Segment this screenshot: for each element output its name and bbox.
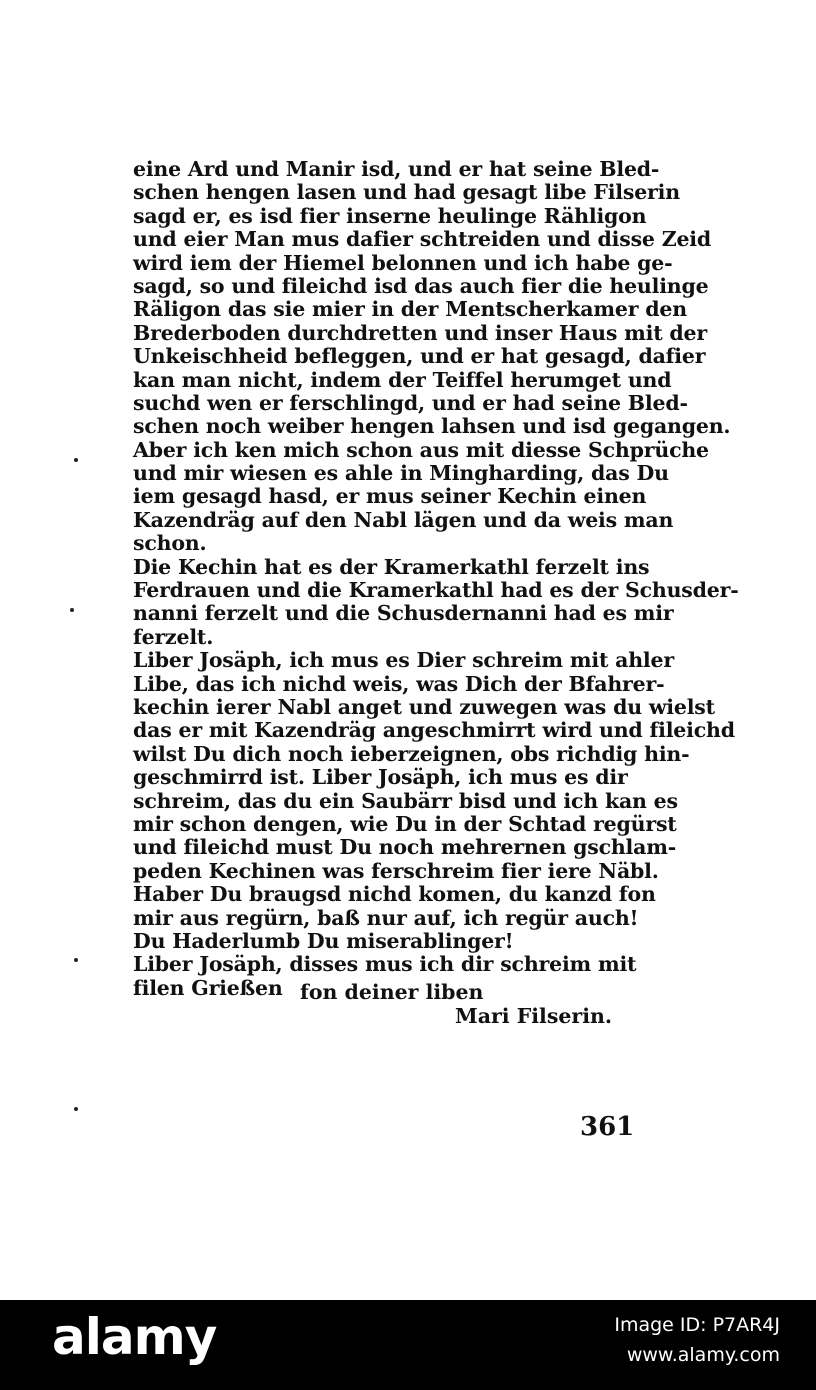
- text-line: und mir wiesen es ahle in Mingharding, das Du: [133, 461, 669, 486]
- text-line: Haber Du braugsd nichd komen, du kanzd fon: [133, 882, 656, 907]
- text-line: eine Ard und Manir isd, und er hat seine Bled-: [133, 157, 660, 181]
- text-line: Liber Josäph, disses mus ich dir schreim mit: [133, 952, 637, 977]
- text-line: wilst Du dich noch ieberzeignen, obs richdig hin-: [133, 741, 690, 766]
- text-line: Aber ich ken mich schon aus mit diesse Schprüche: [133, 437, 709, 462]
- margin-dot: [74, 458, 78, 462]
- text-line: peden Kechinen was ferschreim fier iere Näbl.: [133, 858, 659, 883]
- text-line: iem gesagd hasd, er mus seiner Kechin einen: [133, 484, 647, 509]
- text-line: filen Grießen: [133, 975, 283, 1000]
- margin-dot: [74, 958, 78, 962]
- text-line: Räligon das sie mier in der Mentscherkamer den: [133, 297, 687, 322]
- text-line: wird iem der Hiemel belonnen und ich habe ge-: [133, 250, 673, 275]
- text-line: schen hengen lasen und had gesagt libe Filserin: [133, 180, 680, 205]
- text-line: Brederboden durchdretten und inser Haus mit der: [133, 320, 707, 345]
- text-line: mir schon dengen, wie Du in der Schtad regürst: [133, 811, 677, 836]
- text-line: Die Kechin hat es der Kramerkathl ferzelt ins: [133, 554, 650, 579]
- page-number: 361: [580, 1112, 635, 1142]
- text-line: schen noch weiber hengen lahsen und isd gegangen.: [133, 414, 731, 439]
- text-line: ferzelt.: [133, 624, 214, 649]
- text-line: geschmirrd ist. Liber Josäph, ich mus es dir: [133, 765, 628, 790]
- text-line: das er mit Kazendräg angeschmirrt wird und fileichd: [133, 718, 735, 743]
- text-line: Ferdrauen und die Kramerkathl had es der Schusder-: [133, 578, 739, 603]
- text-line: schreim, das du ein Saubärr bisd und ich kan es: [133, 788, 678, 813]
- margin-dot: [70, 608, 74, 612]
- text-line: und eier Man mus dafier schtreiden und disse Zeid: [133, 227, 712, 252]
- closing-salutation: fon deiner liben: [300, 980, 484, 1004]
- margin-dot: [74, 1107, 78, 1111]
- text-line: sagd er, es isd fier inserne heulinge Rähligon: [133, 203, 647, 228]
- text-line: Kazendräg auf den Nabl lägen und da weis man: [133, 507, 674, 532]
- text-line: schon.: [133, 531, 207, 556]
- letter-body: [133, 157, 739, 1000]
- text-line: Unkeischheid befleggen, und er hat gesagd, dafier: [133, 344, 706, 369]
- text-line: und fileichd must Du noch mehrernen gschlam-: [133, 835, 677, 860]
- signature: Mari Filserin.: [455, 1004, 613, 1028]
- text-line: nanni ferzelt und die Schusdernanni had es mir: [133, 601, 674, 626]
- text-line: Liber Josäph, ich mus es Dier schreim mit ahler: [133, 648, 674, 673]
- alamy-logo: alamy: [52, 1308, 217, 1366]
- site-url-label: www.alamy.com: [626, 1344, 780, 1366]
- text-line: kechin ierer Nabl anget und zuwegen was du wielst: [133, 694, 715, 719]
- text-line: suchd wen er ferschlingd, und er had seine Bled-: [133, 390, 688, 415]
- text-line: Libe, das ich nichd weis, was Dich der Bfahrer-: [133, 671, 665, 696]
- text-line: mir aus regürn, baß nur auf, ich regür auch!: [133, 905, 639, 930]
- text-line: kan man nicht, indem der Teiffel herumget und: [133, 367, 672, 392]
- image-id-label: Image ID: P7AR4J: [614, 1314, 780, 1336]
- text-line: sagd, so und fileichd isd das auch fier die heulinge: [133, 273, 709, 298]
- text-line: Du Haderlumb Du miserablinger!: [133, 928, 514, 953]
